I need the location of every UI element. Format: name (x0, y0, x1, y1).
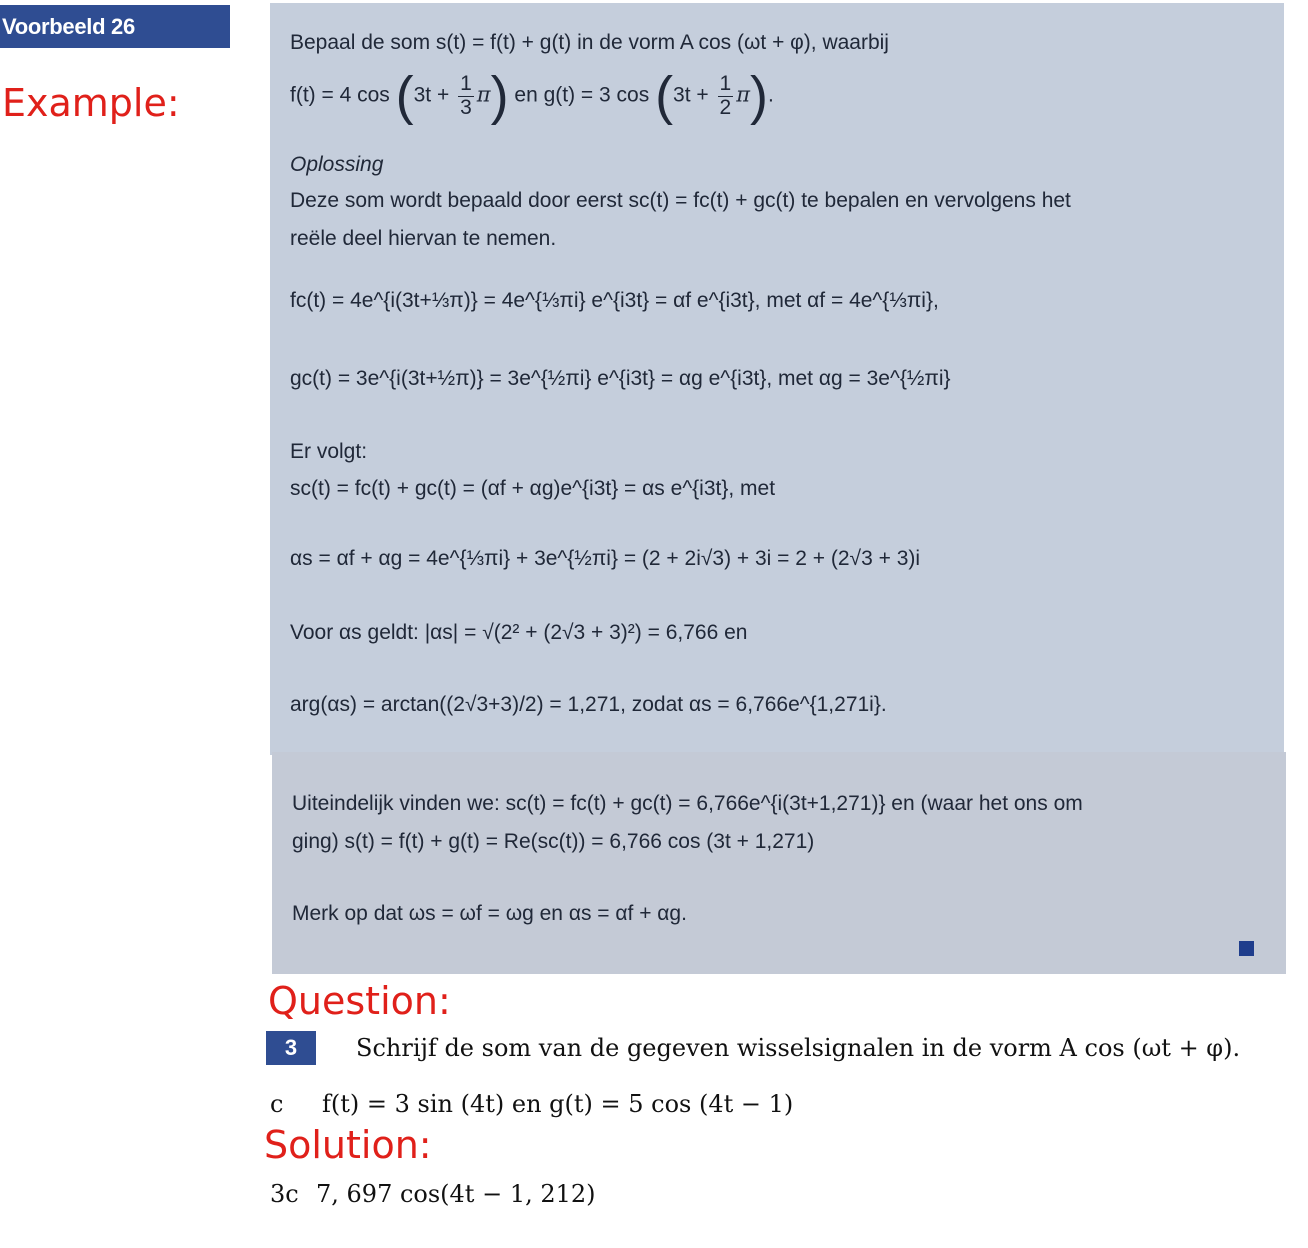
argument-equation: arg(αs) = arctan((2√3+3)/2) = 1,271, zodat αs = 6,766e^{1,271i}. (290, 693, 887, 716)
f-definition: f(t) = 4 cos (290, 83, 390, 107)
merk-op-line: Merk op dat ωs = ωf = ωg en αs = αf + αg. (292, 902, 687, 925)
fc-equation: fc(t) = 4e^{i(3t+⅓π)} = 4e^{⅓πi} e^{i3t} = αf e^{i3t}, met αf = 4e^{⅓πi}, (290, 289, 939, 312)
question-number-badge: 3 (266, 1031, 316, 1065)
g-definition: en g(t) = 3 cos (514, 83, 650, 107)
question-text: Schrijf de som van de gegeven wisselsignalen in de vorm A cos (ωt + φ). (356, 1034, 1241, 1062)
sc-equation: sc(t) = fc(t) + gc(t) = (αf + αg)e^{i3t} = αs e^{i3t}, met (290, 477, 776, 500)
conclusion-box (272, 752, 1286, 974)
example-box (270, 3, 1284, 755)
final-line-1: Uiteindelijk vinden we: sc(t) = fc(t) + gc(t) = 6,766e^{i(3t+1,271)} en (waar het ons om (292, 792, 1083, 815)
final-line-2: ging) s(t) = f(t) + g(t) = Re(sc(t)) = 6,766 cos (3t + 1,271) (292, 830, 815, 853)
alpha-s-equation: αs = αf + αg = 4e^{⅓πi} + 3e^{½πi} = (2 + 2i√3) + 3i = 2 + (2√3 + 3)i (290, 547, 921, 570)
solution-line-1: Deze som wordt bepaald door eerst sc(t) = fc(t) + gc(t) te bepalen en vervolgens het (290, 189, 1071, 212)
gc-equation: gc(t) = 3e^{i(3t+½π)} = 3e^{½πi} e^{i3t} = αg e^{i3t}, met αg = 3e^{½πi} (290, 367, 951, 390)
question-item-label: c (270, 1090, 284, 1118)
intro-line-1: Bepaal de som s(t) = f(t) + g(t) in de vorm A cos (ωt + φ), waarbij (290, 31, 889, 54)
solution-heading: Oplossing (290, 153, 384, 176)
question-label: Question: (268, 979, 451, 1023)
solution-line-2: reële deel hiervan te nemen. (290, 227, 557, 250)
solution-answer: 7, 697 cos(4t − 1, 212) (316, 1180, 596, 1208)
question-item-text: f(t) = 3 sin (4t) en g(t) = 5 cos (4t − 1) (322, 1090, 794, 1118)
intro-line-2: f(t) = 4 cos (3t + $\frac{1}{3}$ π) en g(t) = 3 cos (3t + $\frac{1}{2}$ π). (290, 66, 774, 126)
end-marker (1239, 941, 1254, 956)
solution-item-label: 3c (270, 1180, 299, 1208)
example-label: Example: (2, 81, 180, 125)
er-volgt: Er volgt: (290, 440, 368, 463)
modulus-equation: Voor αs geldt: |αs| = √(2² + (2√3 + 3)²) = 6,766 en (290, 621, 748, 644)
solution-label: Solution: (264, 1123, 432, 1167)
example-number-badge: Voorbeeld 26 (0, 5, 230, 48)
